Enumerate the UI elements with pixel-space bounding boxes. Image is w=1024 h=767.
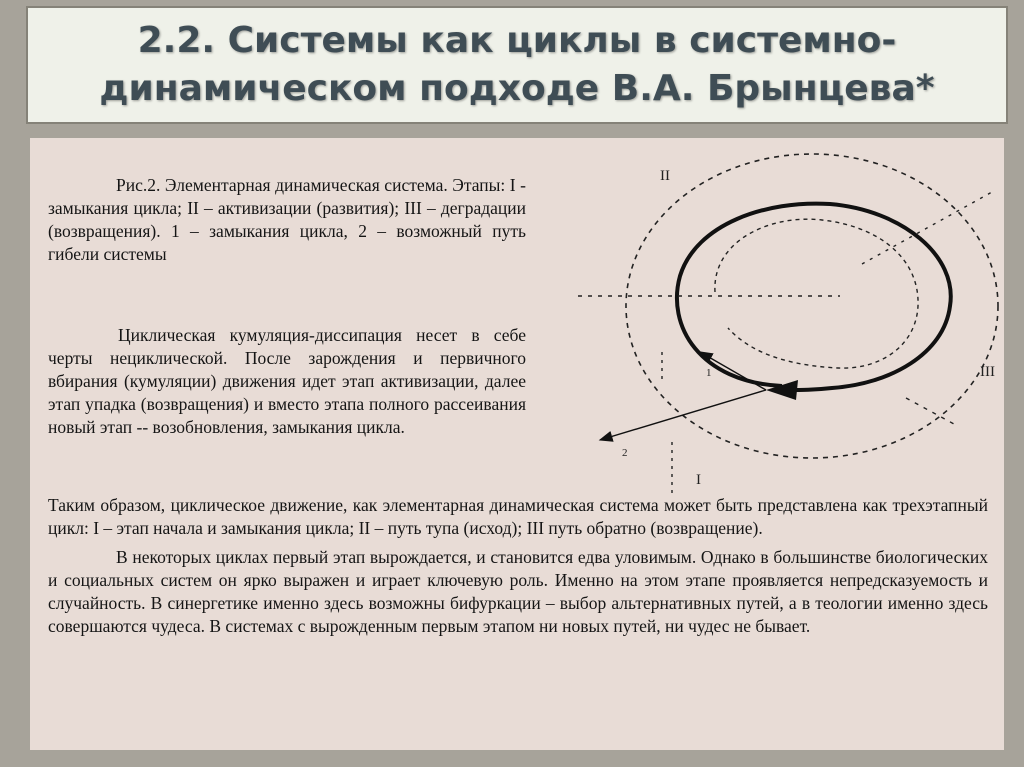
- cycle-diagram: [540, 146, 1000, 506]
- full-width-text: [48, 494, 988, 638]
- figure-caption: Рис.2. Элементарная динамическая система. Этапы: I - замыкания цикла; II – активизации (развития); III – деградации (возвращения). 1 – замыкания цикла, 2 – возможный путь гибели системы: [48, 175, 526, 264]
- label-stage-i: I: [696, 472, 701, 488]
- title-line-2: динамическом подходе В.А. Брынцева*: [99, 68, 935, 109]
- title-box: [26, 6, 1008, 124]
- label-stage-iii: III: [980, 364, 995, 380]
- paragraph-1: Циклическая кумуляция-диссипация несет в себе черты нециклической. После зарождения и первичного вбирания (кумуляции) движения идет этап активизации, далее этап упадка (возвращения) и вместо этапа полного рассеивания новый этап -- возобновления, замыкания цикла.: [48, 325, 526, 437]
- title-line-1: 2.2. Системы как циклы в системно-: [137, 20, 897, 61]
- paragraph-3: В некоторых циклах первый этап вырождается, и становится едва уловимым. Однако в большинстве биологических и социальных систем он ярко выражен и играет ключевую роль. Именно на этом этапе проявляется непредсказуемость и случайность. В синергетике именно здесь возможны бифуркации – выбор альтернативных путей, а в теологии именно здесь совершаются чудеса. В системах с вырожденным первым этапом ни новых путей, ни чудес не бывает.: [48, 547, 988, 636]
- label-stage-ii: II: [660, 168, 670, 184]
- paragraph-2: Таким образом, циклическое движение, как элементарная динамическая система может быть представлена как трехэтапный цикл: I – этап начала и замыкания цикла; II – путь тупа (исход); III путь обратно (возвращение).: [48, 495, 988, 538]
- label-path-2: 2: [622, 447, 628, 459]
- page-title: [99, 17, 934, 113]
- outer-dashed-ellipse: [626, 154, 998, 458]
- arrow-2: [600, 390, 766, 440]
- inner-dashed-loop: [715, 219, 918, 368]
- scanned-page: [30, 138, 1004, 750]
- label-path-1: 1: [706, 367, 712, 379]
- main-cycle-arrowhead: [766, 380, 798, 400]
